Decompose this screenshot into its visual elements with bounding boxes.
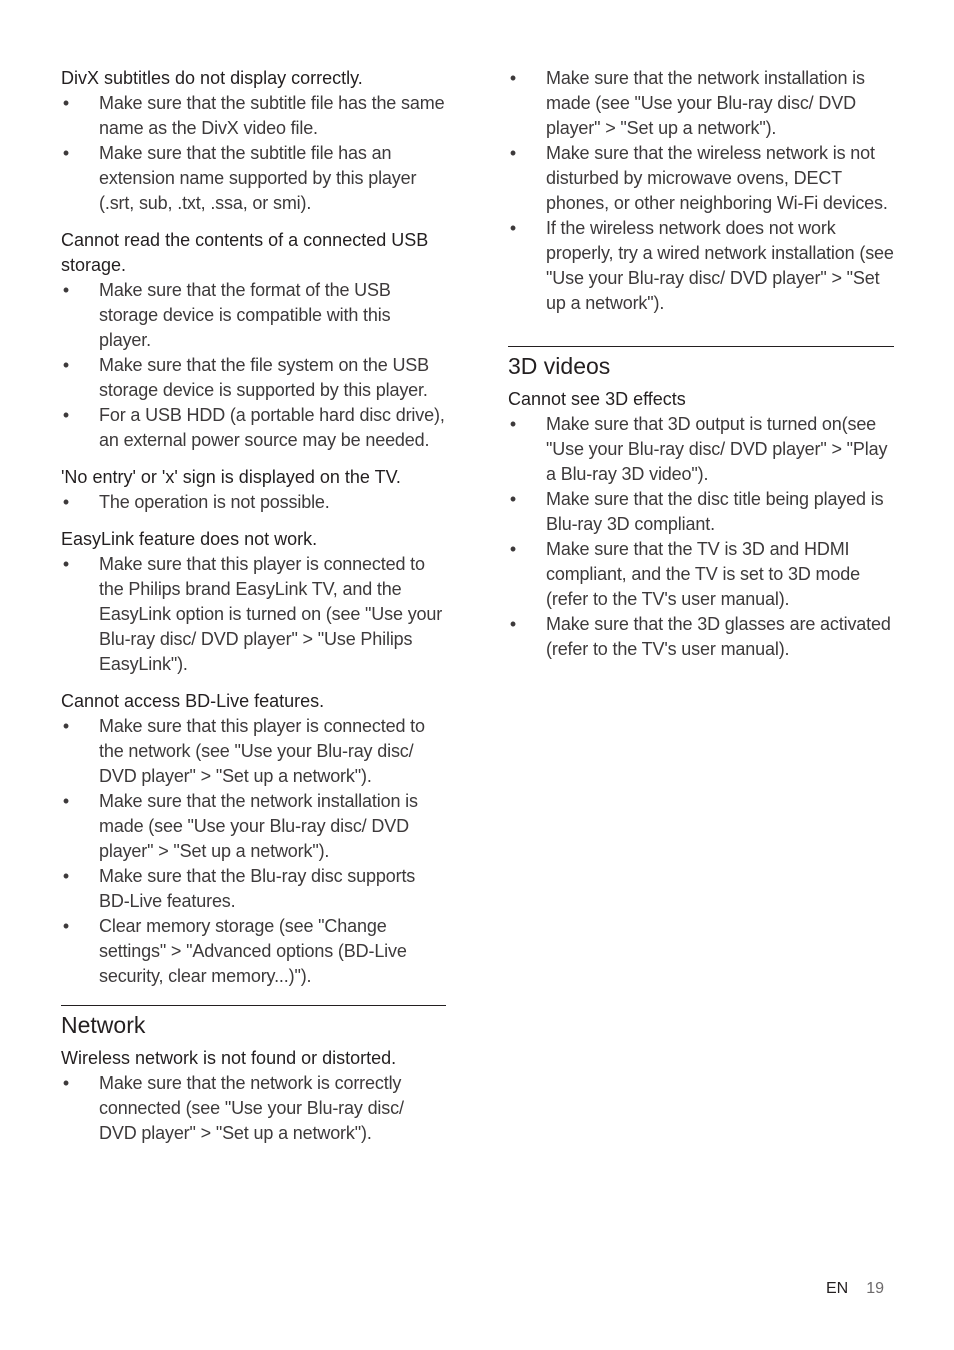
bullet-list: [508, 412, 894, 662]
bullet-icon: •: [62, 1073, 70, 1093]
list-item: • If the wireless network does not work properly, try a wired network installation (see "Use your Blu-ray disc/ DVD player" > "Set up a network").: [509, 218, 894, 313]
list-item: • Make sure that this player is connected to the Philips brand EasyLink TV, and the EasyLink option is turned on (see "Use your Blu-ray disc/ DVD player" > "Use Philips EasyLink").: [62, 554, 443, 674]
list-item: • For a USB HDD (a portable hard disc drive), an external power source may be needed.: [62, 405, 445, 450]
section-divider: [508, 346, 894, 347]
left-column: [61, 66, 446, 1146]
3d-videos-section: [508, 346, 894, 662]
section-title: Network: [61, 1012, 146, 1038]
bullet-list: [61, 278, 446, 453]
bullet-icon: •: [509, 614, 517, 634]
issue-title: Wireless network is not found or distorted.: [61, 1048, 397, 1068]
network-section: [61, 1005, 446, 1146]
bullet-icon: •: [509, 414, 517, 434]
list-item: • Make sure that the network installation is made (see "Use your Blu-ray disc/ DVD player" > "Set up a network").: [62, 791, 418, 861]
bullet-icon: •: [62, 93, 70, 113]
bullet-list: [61, 91, 446, 216]
list-item: • Make sure that the TV is 3D and HDMI compliant, and the TV is set to 3D mode (refer to the TV's user manual).: [509, 539, 860, 609]
issue-title: EasyLink feature does not work.: [61, 529, 318, 549]
bullet-list: [61, 714, 446, 989]
list-item: • Make sure that the subtitle file has an extension name supported by this player (.srt, sub, .txt, .ssa, or smi).: [62, 143, 417, 213]
list-item: • Make sure that the network is correctly connected (see "Use your Blu-ray disc/ DVD player" > "Set up a network").: [62, 1073, 404, 1143]
language-code: EN: [826, 1280, 849, 1297]
list-item: • Make sure that 3D output is turned on(see "Use your Blu-ray disc/ DVD player" > "Play a Blu-ray 3D video").: [509, 414, 888, 484]
issue-divx-subtitles: [61, 66, 446, 216]
bullet-icon: •: [62, 355, 70, 375]
issue-title: Cannot see 3D effects: [508, 389, 686, 409]
bullet-icon: •: [62, 492, 70, 512]
list-item: • Make sure that the subtitle file has the same name as the DivX video file.: [62, 93, 445, 138]
list-item: • Make sure that the 3D glasses are activated (refer to the TV's user manual).: [509, 614, 891, 659]
issue-no-entry-sign: [61, 465, 446, 515]
bullet-icon: •: [62, 916, 70, 936]
page-footer: [826, 1278, 884, 1300]
bullet-list: [508, 66, 894, 316]
list-item: • Make sure that the file system on the USB storage device is supported by this player.: [62, 355, 430, 400]
issue-title: DivX subtitles do not display correctly.: [61, 68, 363, 88]
bullet-list: [61, 1071, 446, 1146]
issue-title: 'No entry' or 'x' sign is displayed on the TV.: [61, 467, 401, 487]
bullet-icon: •: [62, 866, 70, 886]
list-item: • Make sure that the wireless network is not disturbed by microwave ovens, DECT phones, or other neighboring Wi-Fi devices.: [509, 143, 888, 213]
bullet-icon: •: [62, 143, 70, 163]
list-item: • Make sure that the Blu-ray disc supports BD-Live features.: [62, 866, 416, 911]
issue-title: Cannot read the contents of a connected USB storage.: [61, 230, 429, 275]
bullet-icon: •: [509, 539, 517, 559]
section-divider: [61, 1005, 446, 1006]
page-number: 19: [866, 1280, 885, 1297]
bullet-icon: •: [62, 280, 70, 300]
bullet-icon: •: [62, 791, 70, 811]
section-title: 3D videos: [508, 353, 611, 379]
right-column: [508, 66, 894, 662]
bullet-icon: •: [509, 143, 517, 163]
issue-easylink: [61, 527, 446, 677]
list-item: • Make sure that this player is connected to the network (see "Use your Blu-ray disc/ DVD player" > "Set up a network").: [62, 716, 425, 786]
bullet-list: [61, 552, 446, 677]
bullet-icon: •: [62, 554, 70, 574]
issue-bd-live: [61, 689, 446, 989]
list-item: • Clear memory storage (see "Change settings" > "Advanced options (BD-Live security, clear memory...)").: [62, 916, 407, 986]
bullet-list: [61, 490, 446, 515]
bullet-icon: •: [509, 489, 517, 509]
issue-usb-storage: [61, 228, 446, 453]
list-item: • The operation is not possible.: [61, 490, 446, 515]
bullet-icon: •: [509, 218, 517, 238]
issue-title: Cannot access BD-Live features.: [61, 691, 325, 711]
list-item: • Make sure that the network installation is made (see "Use your Blu-ray disc/ DVD player" > "Set up a network").: [509, 68, 865, 138]
bullet-icon: •: [509, 68, 517, 88]
bullet-icon: •: [62, 716, 70, 736]
list-item: • Make sure that the disc title being played is Blu-ray 3D compliant.: [509, 489, 884, 534]
list-item: • Make sure that the format of the USB storage device is compatible with this player.: [62, 280, 391, 350]
bullet-icon: •: [62, 405, 70, 425]
